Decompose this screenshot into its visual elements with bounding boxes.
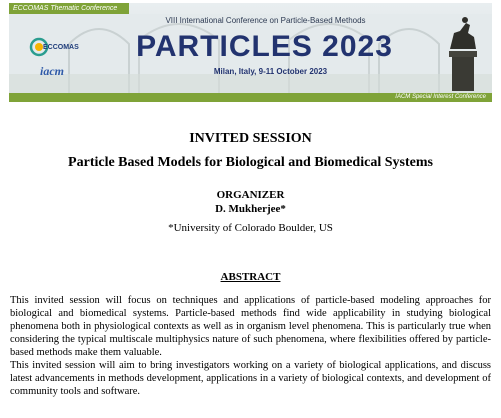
abstract-heading: ABSTRACT: [220, 271, 281, 283]
conference-banner: [9, 3, 492, 102]
bottom-strip-text: IACM Special Interest Conference: [395, 94, 486, 100]
statue-image: [440, 11, 484, 91]
eccomas-logo-text: ECCOMAS: [43, 44, 79, 51]
organizer-heading: ORGANIZER: [216, 189, 285, 201]
organizer-affiliation: *University of Colorado Boulder, US: [168, 222, 333, 234]
iacm-logo: iacm: [40, 64, 64, 78]
abstract-paragraph: This invited session will aim to bring investigators working on a variety of biological applications, and discuss latest advancements in methods development, applications in a variety of biological contexts, and development of community tools and software.: [10, 360, 491, 397]
bottom-strip: [9, 93, 492, 102]
session-heading: INVITED SESSION: [189, 131, 312, 146]
conference-date-location: Milan, Italy, 9-11 October 2023: [213, 67, 328, 76]
abstract-paragraph: This invited session will focus on techniques and applications of particle-based modeling approaches for biological and biomedical systems. Particle-based methods find wide applicability in studying biological phenomena both in physiological contexts as well as in organism level phenomena. This is particularly true when considering the typical multiscale multiphysics nature of such phenomena, where flexibilities offered by particle-based methods make them valuable.: [10, 295, 491, 358]
organizer-name: D. Mukherjee*: [215, 203, 286, 215]
top-strip-text: ECCOMAS Thematic Conference: [13, 5, 118, 12]
top-strip: [9, 3, 129, 14]
session-topic: Particle Based Models for Biological and Biomedical Systems: [68, 155, 433, 170]
conference-title: PARTICLES 2023: [136, 30, 393, 63]
abstract-body: [10, 294, 491, 398]
conference-full-name: VIII International Conference on Particle-Based Methods: [165, 16, 366, 25]
